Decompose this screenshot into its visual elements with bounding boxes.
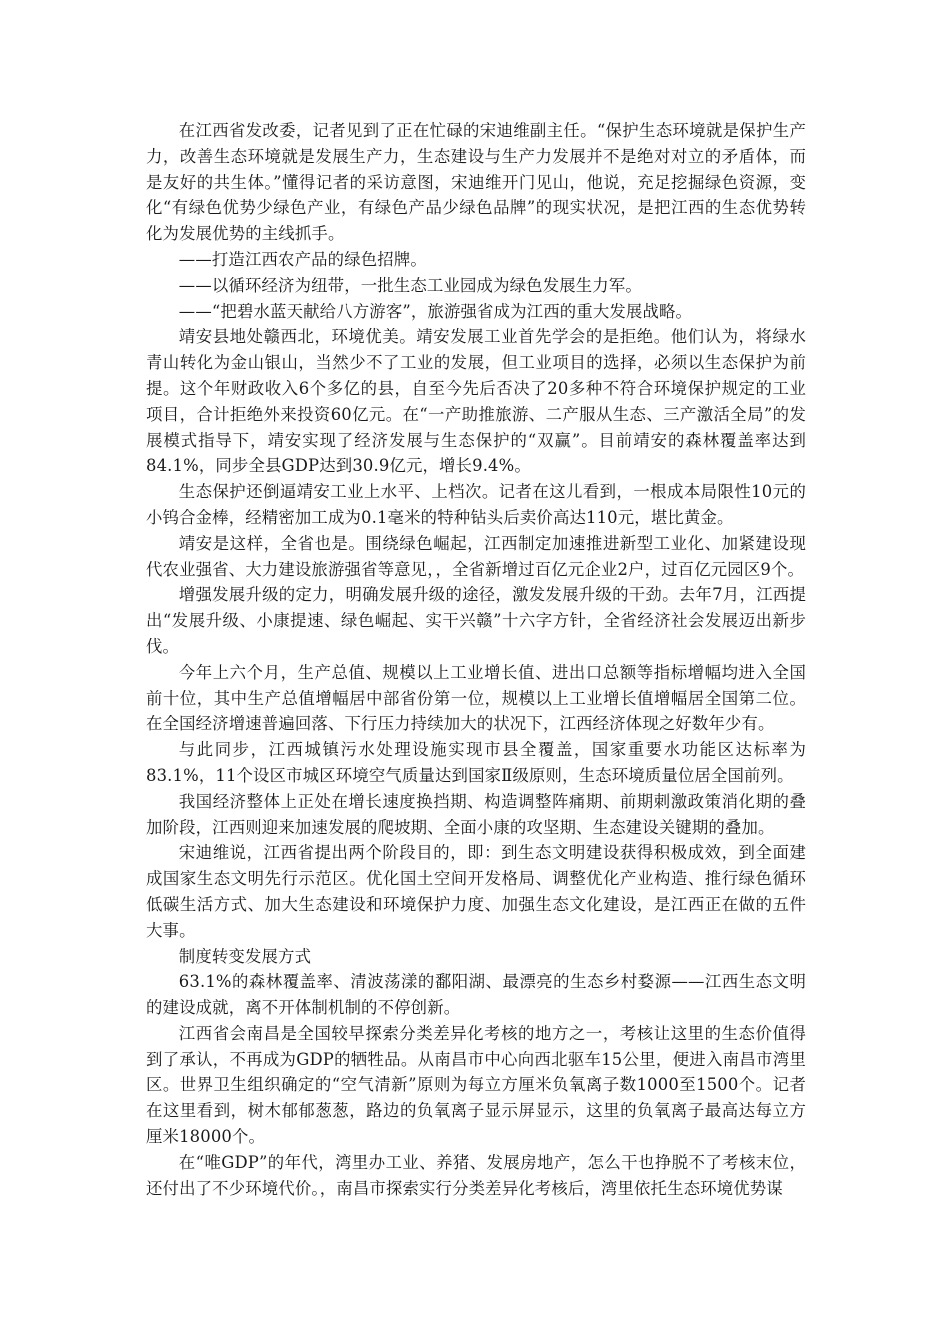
paragraph-1: 在江西省发改委，记者见到了正在忙碌的宋迪维副主任。“保护生态环境就是保护生产力，改善生态环境就是发展生产力，生态建设与生产力发展并不是绝对对立的矛盾体，而是友好的共生体。”懂得记者的采访意图，宋迪维开门见山，他说，充足挖掘绿色资源，变化“有绿色优势少绿色产业，有绿色产品少绿色品牌”的现实状况，是把江西的生态优势转化为发展优势的主线抓手。: [146, 121, 806, 244]
paragraph-11: 我国经济整体上正处在增长速度换挡期、构造调整阵痛期、前期刺激政策消化期的叠加阶段，江西则迎来加速发展的爬坡期、全面小康的攻坚期、生态建设关键期的叠加。: [146, 791, 806, 837]
document-body: [146, 118, 806, 1201]
section-heading: 制度转变发展方式: [178, 946, 312, 966]
paragraph-9: 今年上六个月，生产总值、规模以上工业增长值、进出口总额等指标增幅均进入全国前十位，其中生产总值增幅居中部省份第一位，规模以上工业增长值增幅居全国第二位。在全国经济增速普遍回落、下行压力持续加大的状况下，江西经济体现之好数年少有。: [146, 662, 806, 734]
paragraph-13: 63.1%的森林覆盖率、清波荡漾的鄱阳湖、最漂亮的生态乡村婺源——江西生态文明的建设成就，离不开体制机制的不停创新。: [146, 972, 806, 1018]
paragraph-4: ——“把碧水蓝天献给八方游客”，旅游强省成为江西的重大发展战略。: [178, 301, 693, 321]
paragraph-7: 靖安是这样，全省也是。围绕绿色崛起，江西制定加速推进新型工业化、加紧建设现代农业强省、大力建设旅游强省等意见，，全省新增过百亿元企业2户，过百亿元园区9个。: [146, 533, 806, 579]
paragraph-6: 生态保护还倒逼靖安工业上水平、上档次。记者在这儿看到，一根成本局限性10元的小钨合金棒，经精密加工成为0.1毫米的特种钻头后卖价高达110元，堪比黄金。: [146, 482, 806, 527]
paragraph-14: 江西省会南昌是全国较早探索分类差异化考核的地方之一，考核让这里的生态价值得到了承认，不再成为GDP的牺牲品。从南昌市中心向西北驱车15公里，便进入南昌市湾里区。世界卫生组织确定的“空气清新”原则为每立方厘米负氧离子数1000至1500个。记者在这里看到，树木郁郁葱葱，路边的负氧离子显示屏显示，这里的负氧离子最高达每立方厘米18000个。: [146, 1023, 806, 1147]
paragraph-12: 宋迪维说，江西省提出两个阶段目的，即：到生态文明建设获得积极成效，到全面建成国家生态文明先行示范区。优化国土空间开发格局、调整优化产业构造、推行绿色循环低碳生活方式、加大生态建设和环境保护力度、加强生态文化建设，是江西正在做的五件大事。: [146, 843, 806, 940]
paragraph-10: 与此同步，江西城镇污水处理设施实现市县全覆盖，国家重要水功能区达标率为83.1%，11个设区市城区环境空气质量达到国家Ⅱ级原则，生态环境质量位居全国前列。: [146, 740, 806, 785]
paragraph-5: 靖安县地处赣西北，环境优美。靖安发展工业首先学会的是拒绝。他们认为，将绿水青山转化为金山银山，当然少不了工业的发展，但工业项目的选择，必须以生态保护为前提。这个年财政收入6个多亿的县，自至今先后否决了20多种不符合环境保护规定的工业项目，合计拒绝外来投资60亿元。在“一产助推旅游、二产服从生态、三产激活全局”的发展模式指导下，靖安实现了经济发展与生态保护的“双赢”。目前靖安的森林覆盖率达到84.1%，同步全县GDP达到30.9亿元，增长9.4%。: [146, 327, 806, 476]
paragraph-15: 在“唯GDP”的年代，湾里办工业、养猪、发展房地产，怎么干也挣脱不了考核末位，还付出了不少环境代价。，南昌市探索实行分类差异化考核后，湾里依托生态环境优势谋: [146, 1152, 806, 1198]
paragraph-2: ——打造江西农产品的绿色招牌。: [178, 249, 427, 269]
paragraph-8: 增强发展升级的定力，明确发展升级的途径，激发发展升级的干劲。去年7月，江西提出“发展升级、小康提速、绿色崛起、实干兴赣”十六字方针，全省经济社会发展迈出新步伐。: [146, 585, 806, 656]
paragraph-3: ——以循环经济为纽带，一批生态工业园成为绿色发展生力军。: [178, 275, 642, 295]
